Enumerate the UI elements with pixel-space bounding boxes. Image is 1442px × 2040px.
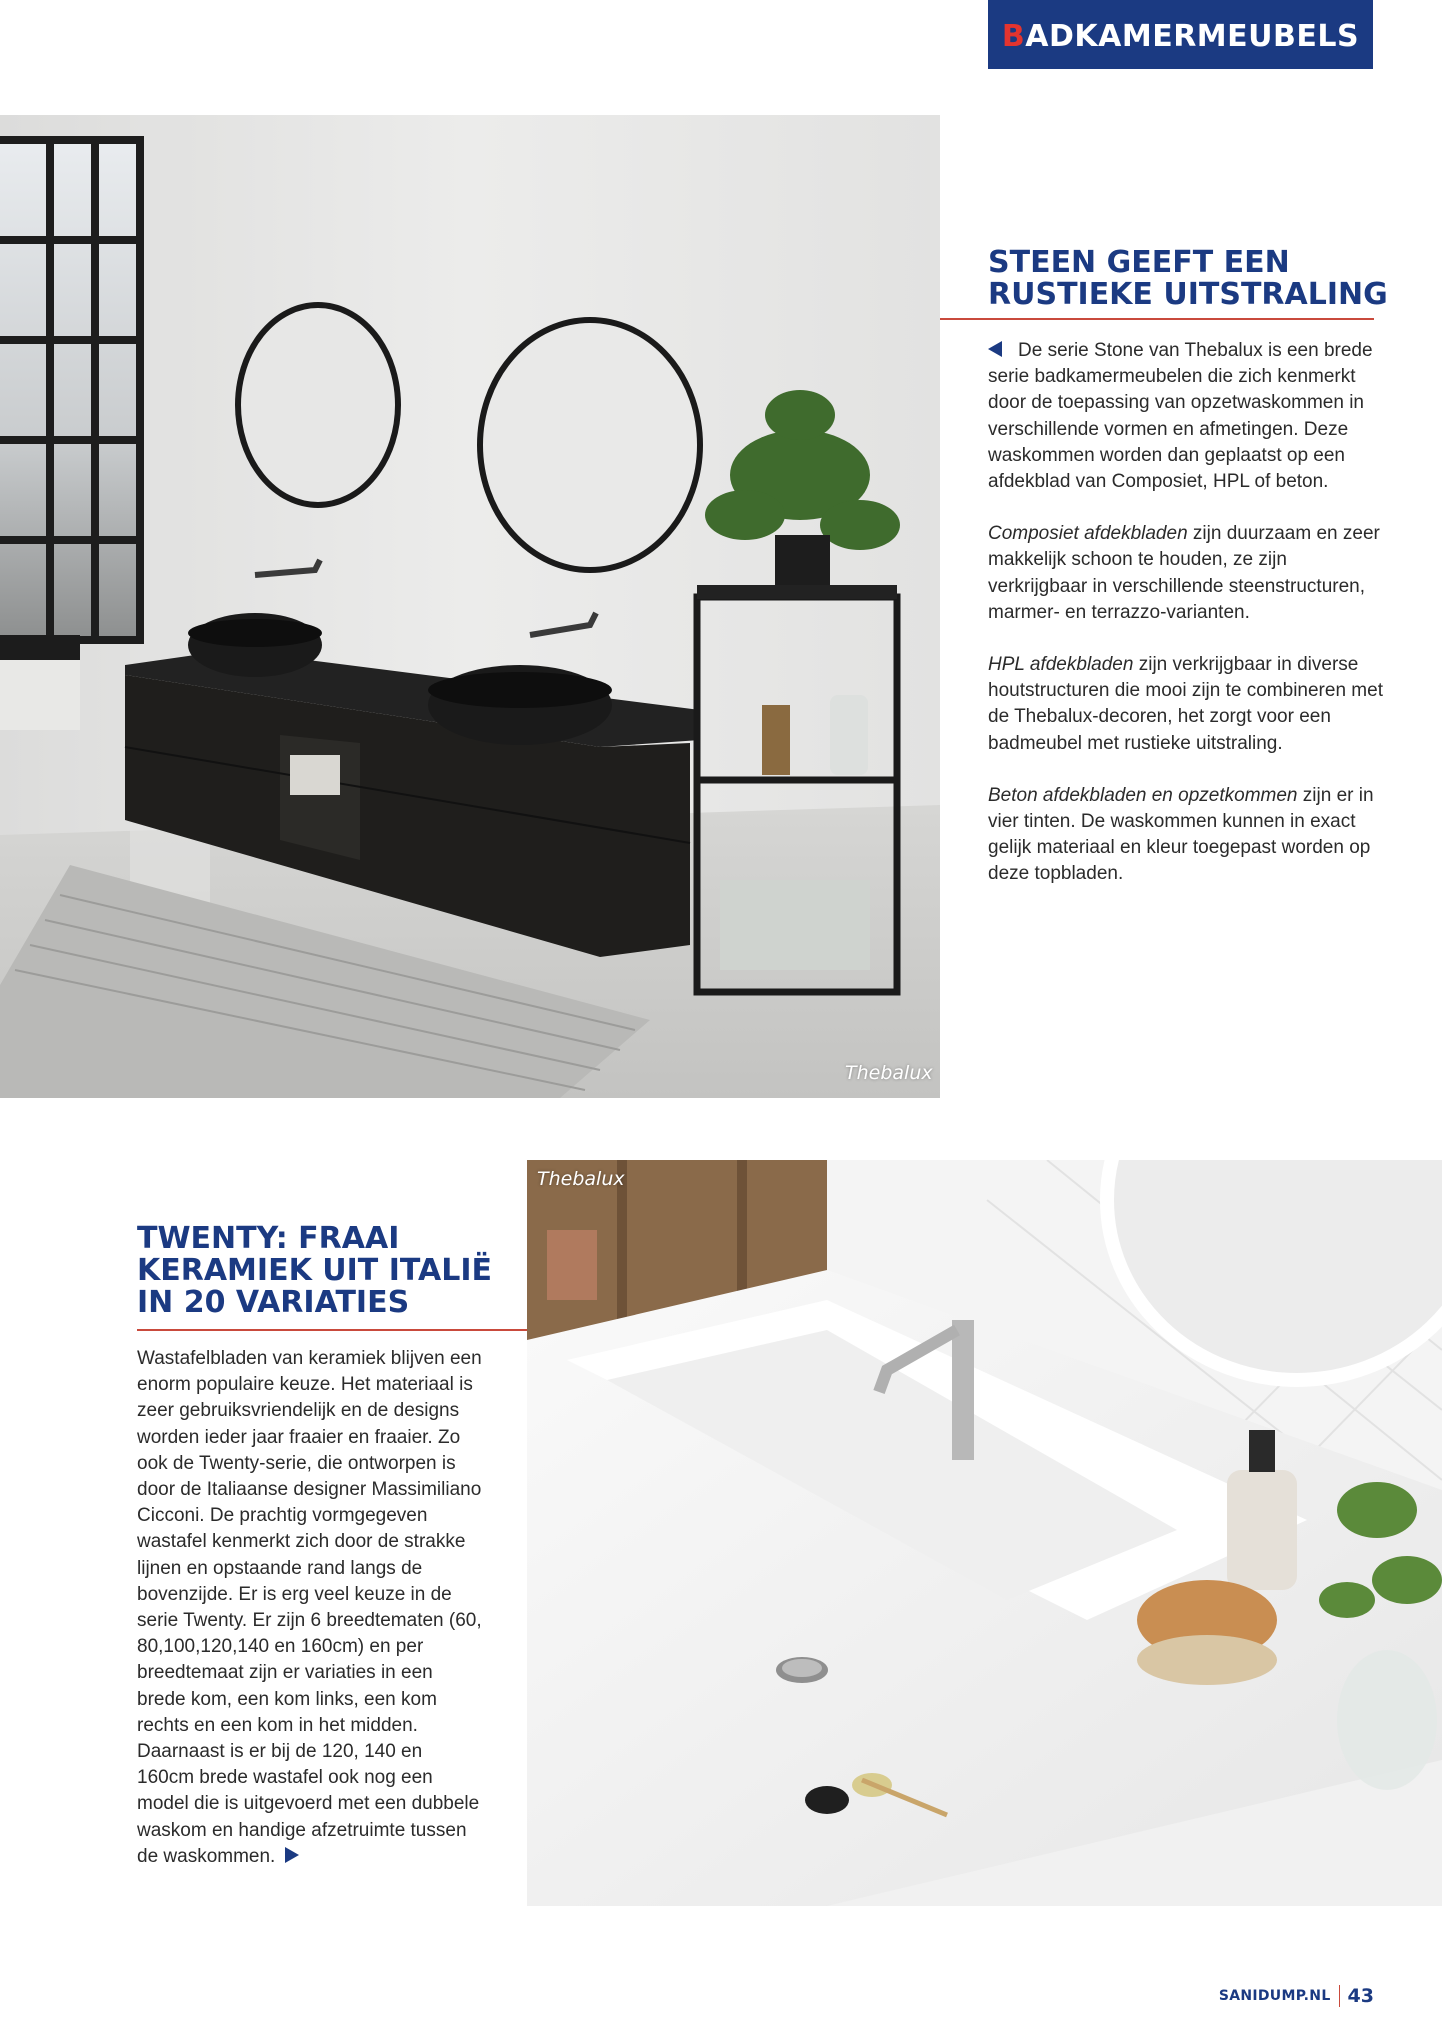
article-2-paragraph (137, 1346, 484, 1870)
article-2-paragraph-text: Wastafelbladen van keramiek blijven een enorm populaire keuze. Het materiaal is zeer gebruiksvriendelijk en de designs worden ieder jaar fraaier en fraaier. Zo ook de Twenty-serie, die ontworpen is door de Italiaanse designer Massimiliano Cicconi. De prachtig vormgegeven wastafel kenmerkt zich door de strakke lijnen en opstaande rand langs de bovenzijde. Er is erg veel keuze in de serie Twenty. Er zijn 6 breedtematen (60, 80,100,120,140 en 160cm) en per breedtemaat zijn er variaties in een brede kom, een kom links, een kom rechts en een kom in het midden. Daarnaast is er bij de 120, 140 en 160cm brede wastafel ook nog een model die is uitgevoerd met een dubbele waskom en handige afzetruimte tussen de waskommen. (137, 1348, 482, 1867)
stone-vanity-illustration (0, 115, 940, 1098)
triangle-right-icon (285, 1847, 299, 1863)
article-2-divider (137, 1329, 527, 1331)
photo-twenty-washbasin (527, 1160, 1442, 1906)
footer-separator (1339, 1985, 1340, 2007)
triangle-left-icon (988, 341, 1002, 357)
photo-credit: Thebalux (537, 1168, 625, 1190)
article-1-paragraph-text: De serie Stone van Thebalux is een brede serie badkamermeubelen die zich kenmerkt door de toepassing van opzetwaskommen in verschillende vormen en afmetingen. Deze waskommen worden dan geplaatst op een afdekblad van Composiet, HPL of beton. (988, 340, 1373, 493)
photo-stone-vanity (0, 115, 940, 1098)
article-1-paragraph-text: zijn er in vier tinten. De waskommen kunnen in exact gelijk materiaal en kleur toegepast worden op deze topbladen. (988, 784, 1374, 885)
article-1-paragraph (988, 338, 1388, 495)
section-tag-label: ADKAMERMEUBELS (1025, 19, 1360, 54)
article-1-emphasis: HPL afdekbladen (988, 654, 1134, 676)
article-1-title-line: STEEN GEEFT EEN (988, 245, 1290, 280)
article-1-divider (940, 318, 1374, 320)
article-2-title-line: KERAMIEK UIT ITALIË (137, 1253, 492, 1288)
article-1-paragraph (988, 783, 1388, 888)
section-tag-initial: B (1001, 19, 1026, 54)
section-tag (988, 0, 1373, 69)
article-1-emphasis: Composiet afdekbladen (988, 523, 1188, 545)
article-1-paragraph-text: zijn verkrijgbaar in diverse houtstructuren die mooi zijn te combineren met de Thebalux-decoren, het zorgt voor een badmeubel met rustieke uitstraling. (988, 654, 1383, 754)
page-footer (1219, 1985, 1374, 2007)
article-1-paragraph (988, 521, 1388, 626)
article-2-title (137, 1223, 527, 1319)
footer-site: SANIDUMP.NL (1218, 1988, 1331, 2004)
article-1-emphasis: Beton afdekbladen en opzetkommen (988, 784, 1298, 806)
article-1-title-line: RUSTIEKE UITSTRALING (988, 277, 1388, 312)
photo-credit: Thebalux (845, 1062, 933, 1084)
article-1-body (988, 338, 1388, 914)
article-2-body (137, 1346, 484, 1896)
article-1-paragraph-text: zijn duurzaam en zeer makkelijk schoon te houden, ze zijn verkrijgbaar in verschillende steenstructuren, marmer- en terrazzo-varianten. (988, 523, 1380, 623)
twenty-washbasin-illustration (527, 1160, 1442, 1906)
article-1-title (988, 247, 1388, 311)
article-2-title-line: IN 20 VARIATIES (137, 1285, 410, 1320)
page-number: 43 (1347, 1985, 1374, 2007)
article-1-paragraph (988, 652, 1388, 757)
article-2-title-line: TWENTY: FRAAI (137, 1221, 400, 1256)
